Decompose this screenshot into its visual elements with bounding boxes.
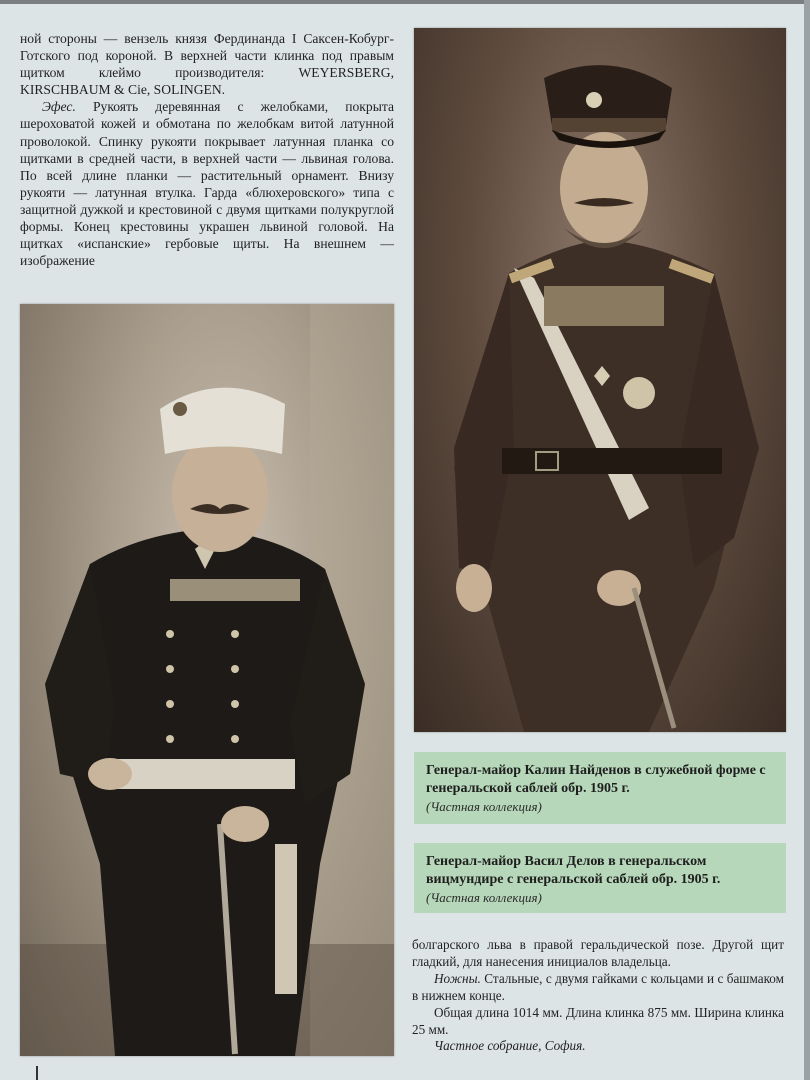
page-right-edge [804, 0, 810, 1080]
term-hilt: Эфес. [42, 99, 76, 115]
portrait-general-parade-uniform [20, 304, 394, 1056]
paragraph-dimensions: Общая длина 1014 мм. Длина клинка 875 мм. Ширина клинка 25 мм. [412, 1004, 784, 1037]
paragraph-continuation: ной стороны — вензель князя Фердинанда I Саксен-Кобург-Готского под короной. В верхней части клинка под правым щитком клеймо производителя: WEYERSBERG, KIRSCHBAUM & Cie, SOLINGEN. [20, 31, 394, 98]
paragraph-lion: болгарского льва в правой геральдической позе. Другой щит гладкий, для нанесения инициалов владельца. [412, 937, 784, 969]
hilt-description: Рукоять деревянная с желобками, покрыта шероховатой кожей и обмотана по желобкам витой латунной проволокой. Спинку рукояти покрывает латунная планка со щитками в средней части, в верхней части — львиная голова. По всей длине планки — растительный орнамент. Внизу рукояти — латунная втулка. Гарда «блюхеровского» типа с защитной дужкой и крестовиной с двумя щитками полукруглой формы. Конец крестовины украшен львиной головой. На щитках «испанские» гербовые щиты. На внешнем — изображение [20, 99, 394, 269]
paragraph-hilt [20, 98, 394, 269]
scabbard-description: Стальные, с двумя гайками с кольцами и с башмаком в нижнем конце. [412, 970, 784, 1003]
caption-title: Генерал-майор Васил Делов в генеральском вицмундире с генеральской саблей обр. 1905 г. [426, 854, 721, 887]
portrait-photo-left [20, 304, 394, 1056]
caption-source: (Частная коллекция) [426, 799, 542, 814]
paragraph-scabbard [412, 971, 784, 1005]
paragraph-collection: Частное собрание, София. [434, 1038, 586, 1054]
body-text-bottom [412, 937, 784, 1055]
photo-caption-delov [414, 843, 786, 913]
portrait-photo-right [414, 28, 786, 732]
caption-source: (Частная коллекция) [426, 890, 542, 905]
page-margin-mark [36, 1066, 38, 1080]
portrait-general-service-uniform [414, 28, 786, 732]
term-scabbard: Ножны. [434, 970, 481, 986]
photo-caption-naydenov [414, 752, 786, 824]
caption-title: Генерал-майор Калин Найденов в служебной форме с генеральской саблей обр. 1905 г. [426, 763, 766, 796]
page-top-edge [0, 0, 810, 4]
body-text-top [20, 30, 394, 269]
